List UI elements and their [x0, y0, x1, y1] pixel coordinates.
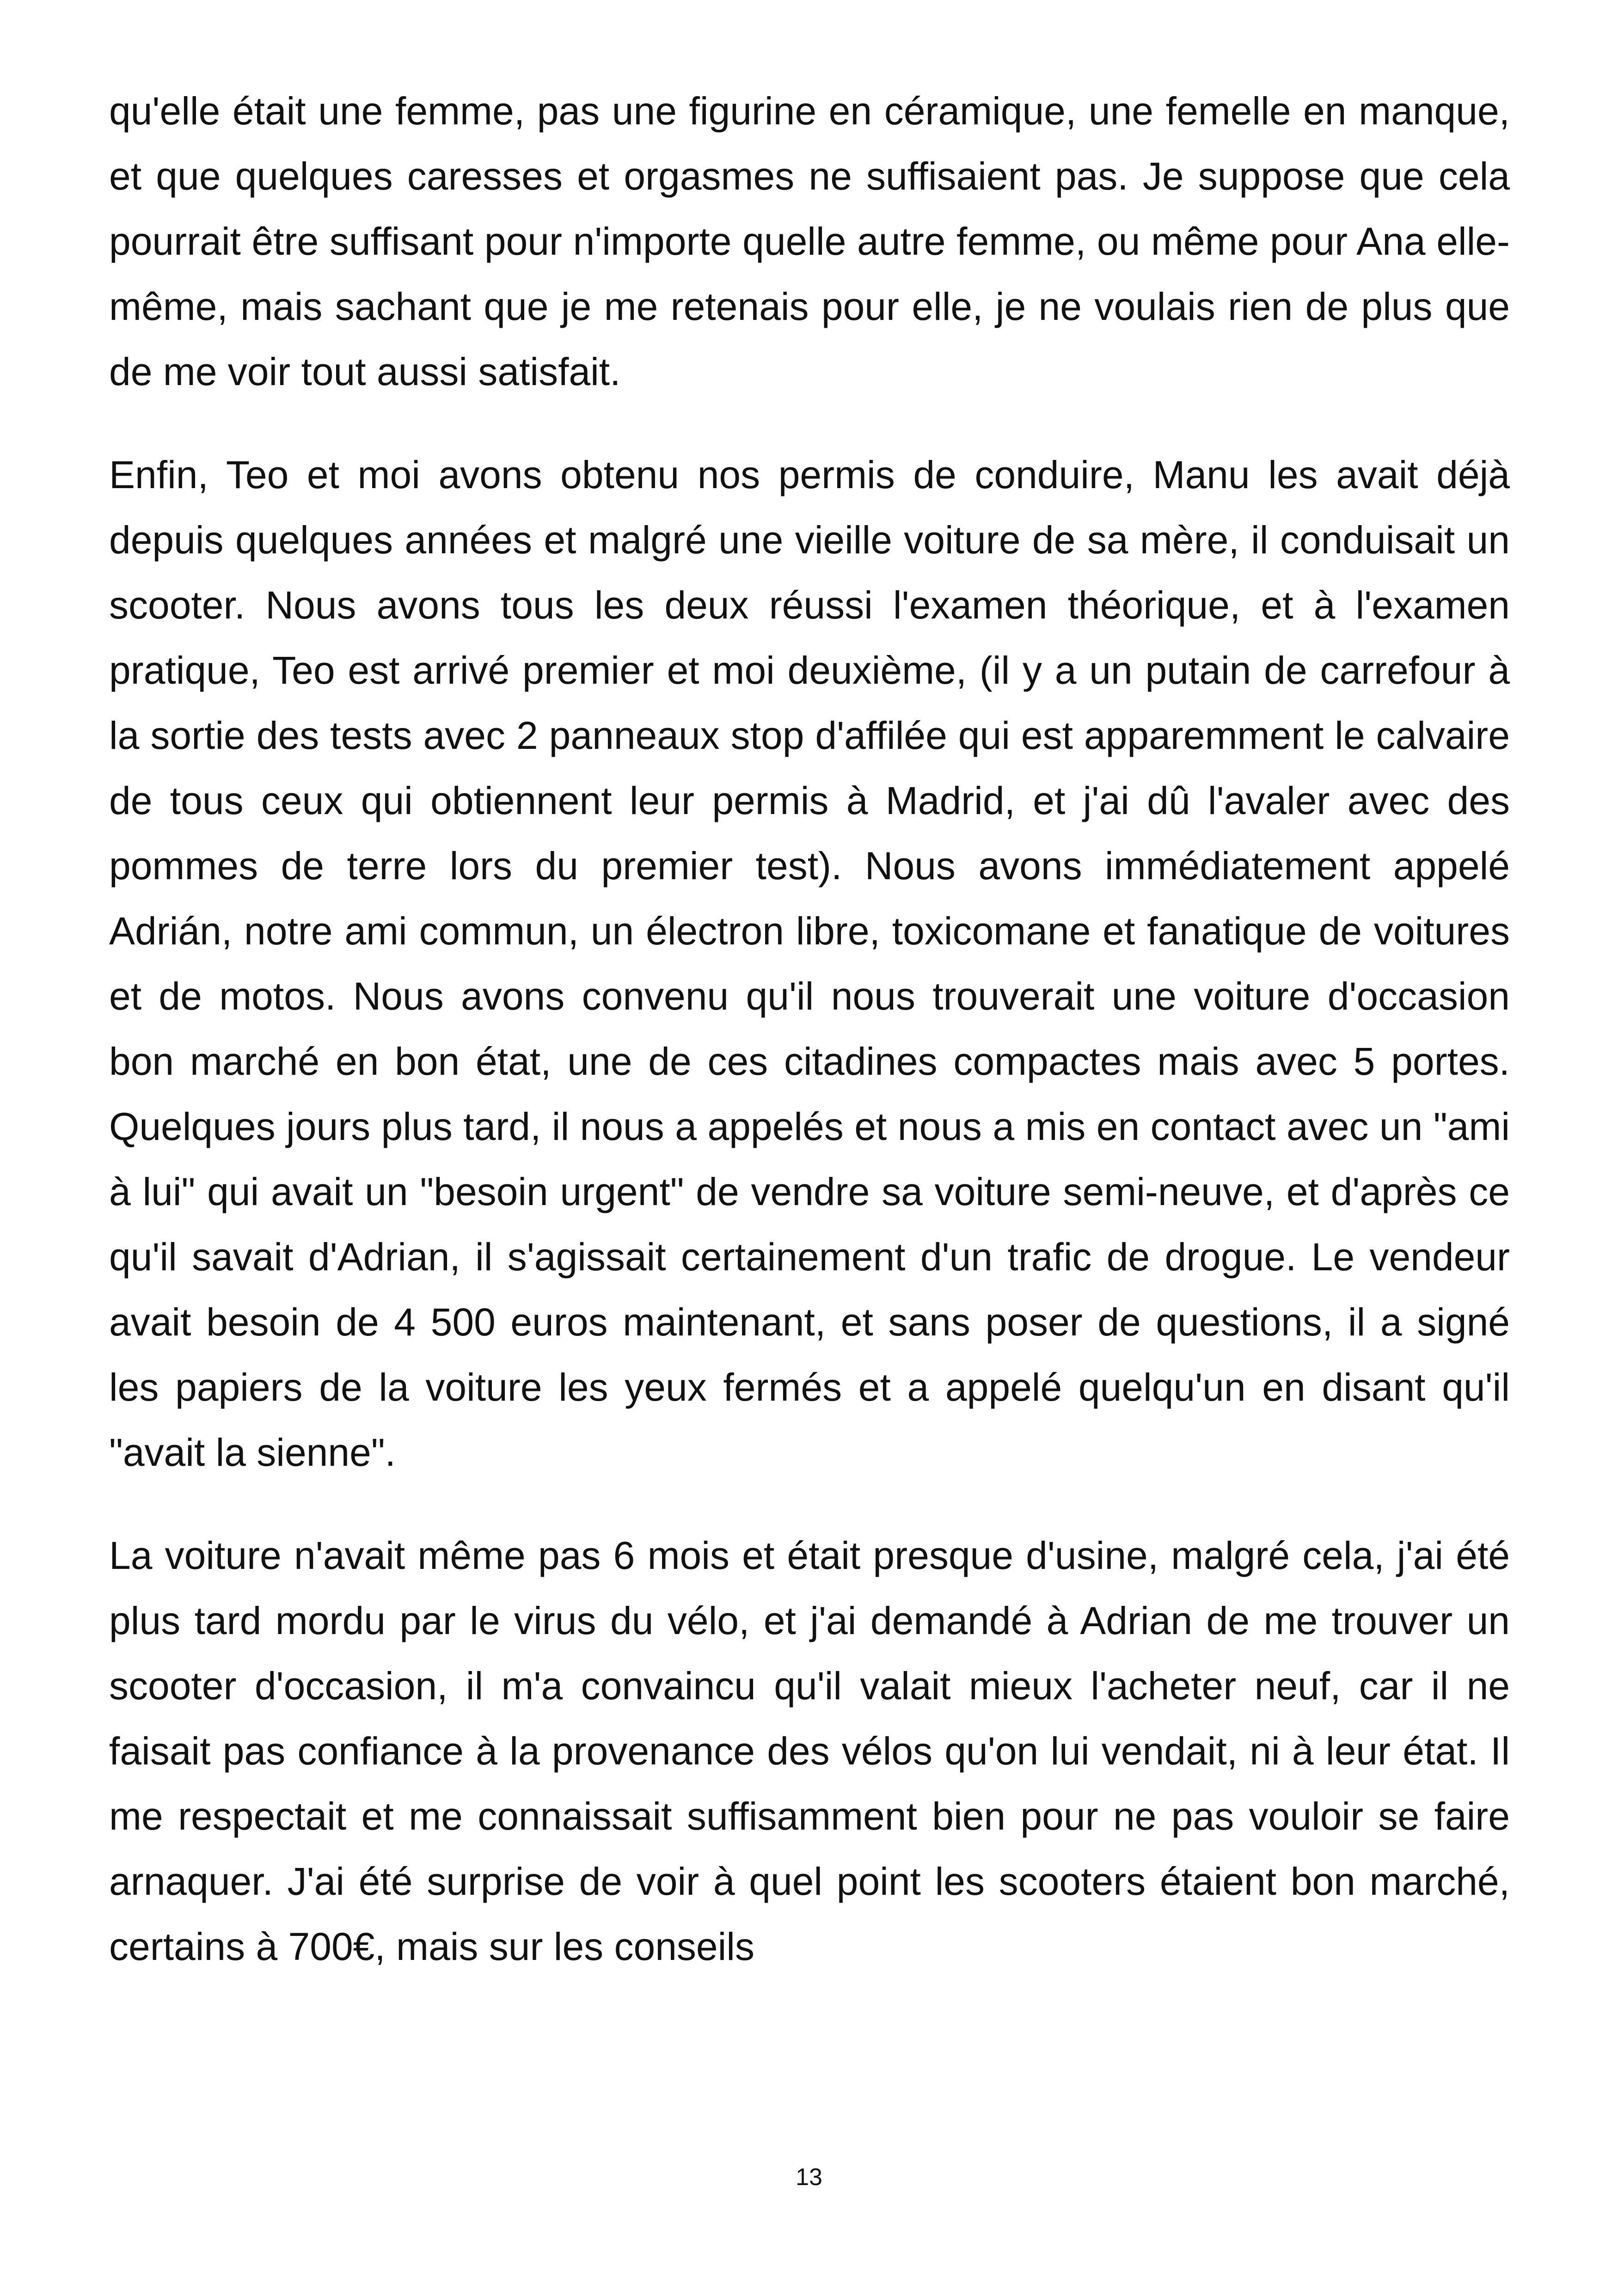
paragraph: La voiture n'avait même pas 6 mois et était presque d'usine, malgré cela, j'ai été plus tard mordu par le virus du vélo, et j'ai demandé à Adrian de me trouver un scooter d'occasion, il m'a convaincu qu'il valait mieux l'acheter neuf, car il ne faisait pas confiance à la provenance des vélos qu'on lui vendait, ni à leur état. Il me respectait et me connaissait suffisamment bien pour ne pas vouloir se faire arnaquer. J'ai été surprise de voir à quel point les scooters étaient bon marché, certains à 700€, mais sur les conseils: [109, 1534, 1510, 1968]
page-number: 13: [796, 2164, 822, 2191]
paragraph: qu'elle était une femme, pas une figurine en céramique, une femelle en manque, et que quelques caresses et orgasmes ne suffisaient pas. Je suppose que cela pourrait être suffisant pour n'importe quelle autre femme, ou même pour Ana elle-même, mais sachant que je me retenais pour elle, je ne voulais rien de plus que de me voir tout aussi satisfait.: [109, 89, 1510, 393]
paragraph: Enfin, Teo et moi avons obtenu nos permis de conduire, Manu les avait déjà depuis quelques années et malgré une vieille voiture de sa mère, il conduisait un scooter. Nous avons tous les deux réussi l'examen théorique, et à l'examen pratique, Teo est arrivé premier et moi deuxième, (il y a un putain de carrefour à la sortie des tests avec 2 panneaux stop d'affilée qui est apparemment le calvaire de tous ceux qui obtiennent leur permis à Madrid, et j'ai dû l'avaler avec des pommes de terre lors du premier test). Nous avons immédiatement appelé Adrián, notre ami commun, un électron libre, toxicomane et fanatique de voitures et de motos. Nous avons convenu qu'il nous trouverait une voiture d'occasion bon marché en bon état, une de ces citadines compactes mais avec 5 portes. Quelques jours plus tard, il nous a appelés et nous a mis en contact avec un "ami à lui" qui avait un "besoin urgent" de vendre sa voiture semi-neuve, et d'après ce qu'il savait d'Adrian, il s'agissait certainement d'un trafic de drogue. Le vendeur avait besoin de 4 500 euros maintenant, et sans poser de questions, il a signé les papiers de la voiture les yeux fermés et a appelé quelqu'un en disant qu'il "avait la sienne".: [109, 453, 1510, 1474]
body-text: [109, 79, 1510, 2017]
